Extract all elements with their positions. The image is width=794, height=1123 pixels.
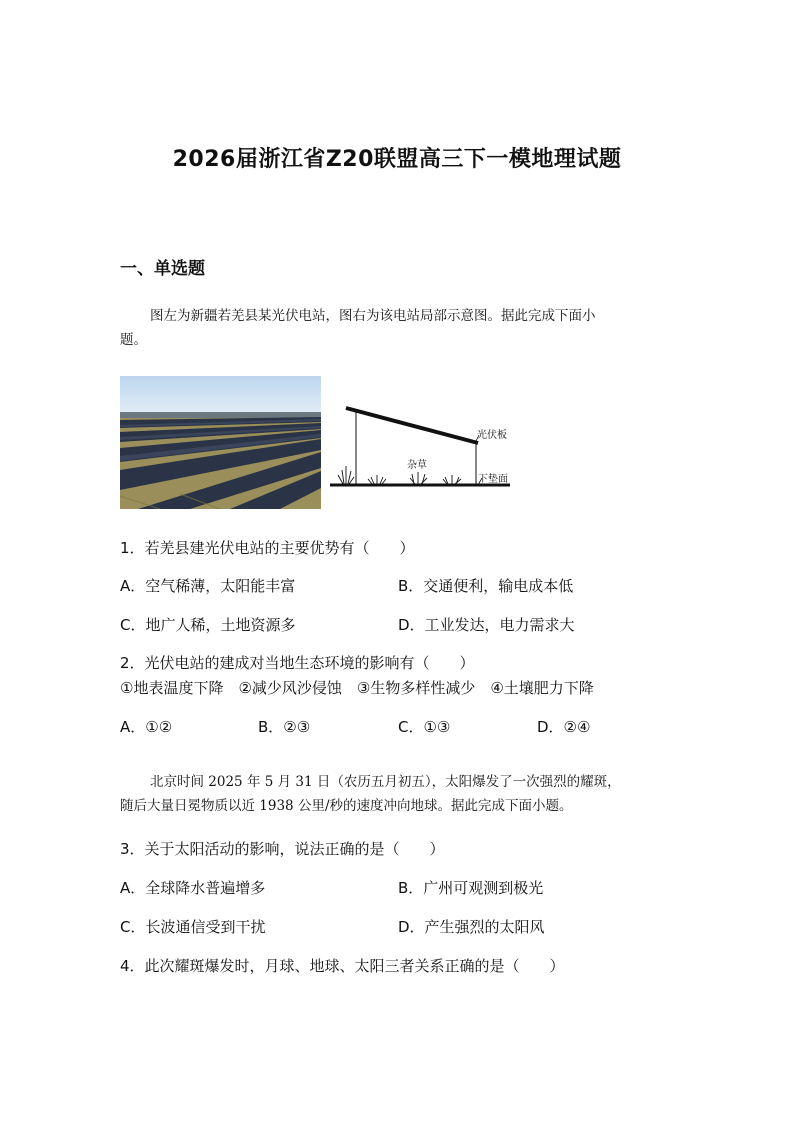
question-3-option-c: C．长波通信受到干扰 [120, 918, 266, 936]
question-3-option-d: D．产生强烈的太阳风 [398, 918, 545, 936]
question-3-option-a: A．全球降水普遍增多 [120, 879, 266, 897]
question-2-items: ①地表温度下降 ②减少风沙侵蚀 ③生物多样性减少 ④土壤肥力下降 [120, 679, 594, 697]
question-1-stem: 1．若羌县建光伏电站的主要优势有（ ） [120, 539, 415, 557]
section-heading: 一、单选题 [120, 259, 205, 279]
panel-label: 光伏板 [477, 430, 507, 441]
intro-1-line-2: 题。 [120, 332, 147, 348]
question-1-option-c: C．地广人稀，土地资源多 [120, 616, 296, 634]
panel-line [346, 408, 478, 443]
question-1-option-d: D．工业发达，电力需求大 [398, 616, 575, 634]
question-1-option-b: B．交通便利，输电成本低 [398, 577, 574, 595]
question-2-stem: 2．光伏电站的建成对当地生态环境的影响有（ ） [120, 654, 475, 672]
question-3-stem: 3．关于太阳活动的影响，说法正确的是（ ） [120, 840, 445, 858]
intro-2-line-1: 北京时间 2025 年 5 月 31 日（农历五月初五），太阳爆发了一次强烈的耀斑， [150, 774, 621, 790]
question-2-option-a: A．①② [120, 718, 173, 736]
document-title: 2026届浙江省Z20联盟高三下一模地理试题 [172, 147, 622, 172]
question-3-option-b: B．广州可观测到极光 [398, 879, 544, 897]
solar-farm-photo [120, 376, 321, 509]
question-2-option-b: B．②③ [258, 718, 311, 736]
question-2-option-d: D．②④ [537, 718, 591, 736]
weed-label: 杂草 [407, 460, 427, 471]
intro-1-line-1: 图左为新疆若羌县某光伏电站，图右为该电站局部示意图。据此完成下面小 [150, 308, 596, 324]
question-2-option-c: C．①③ [398, 718, 451, 736]
solar-panel-diagram [326, 398, 526, 496]
question-4-stem: 4．此次耀斑爆发时，月球、地球、太阳三者关系正确的是（ ） [120, 957, 565, 975]
ground-label: 下垫面 [478, 474, 508, 485]
question-1-option-a: A．空气稀薄，太阳能丰富 [120, 577, 296, 595]
intro-2-line-2: 随后大量日冕物质以近 1938 公里/秒的速度冲向地球。据此完成下面小题。 [120, 798, 573, 814]
